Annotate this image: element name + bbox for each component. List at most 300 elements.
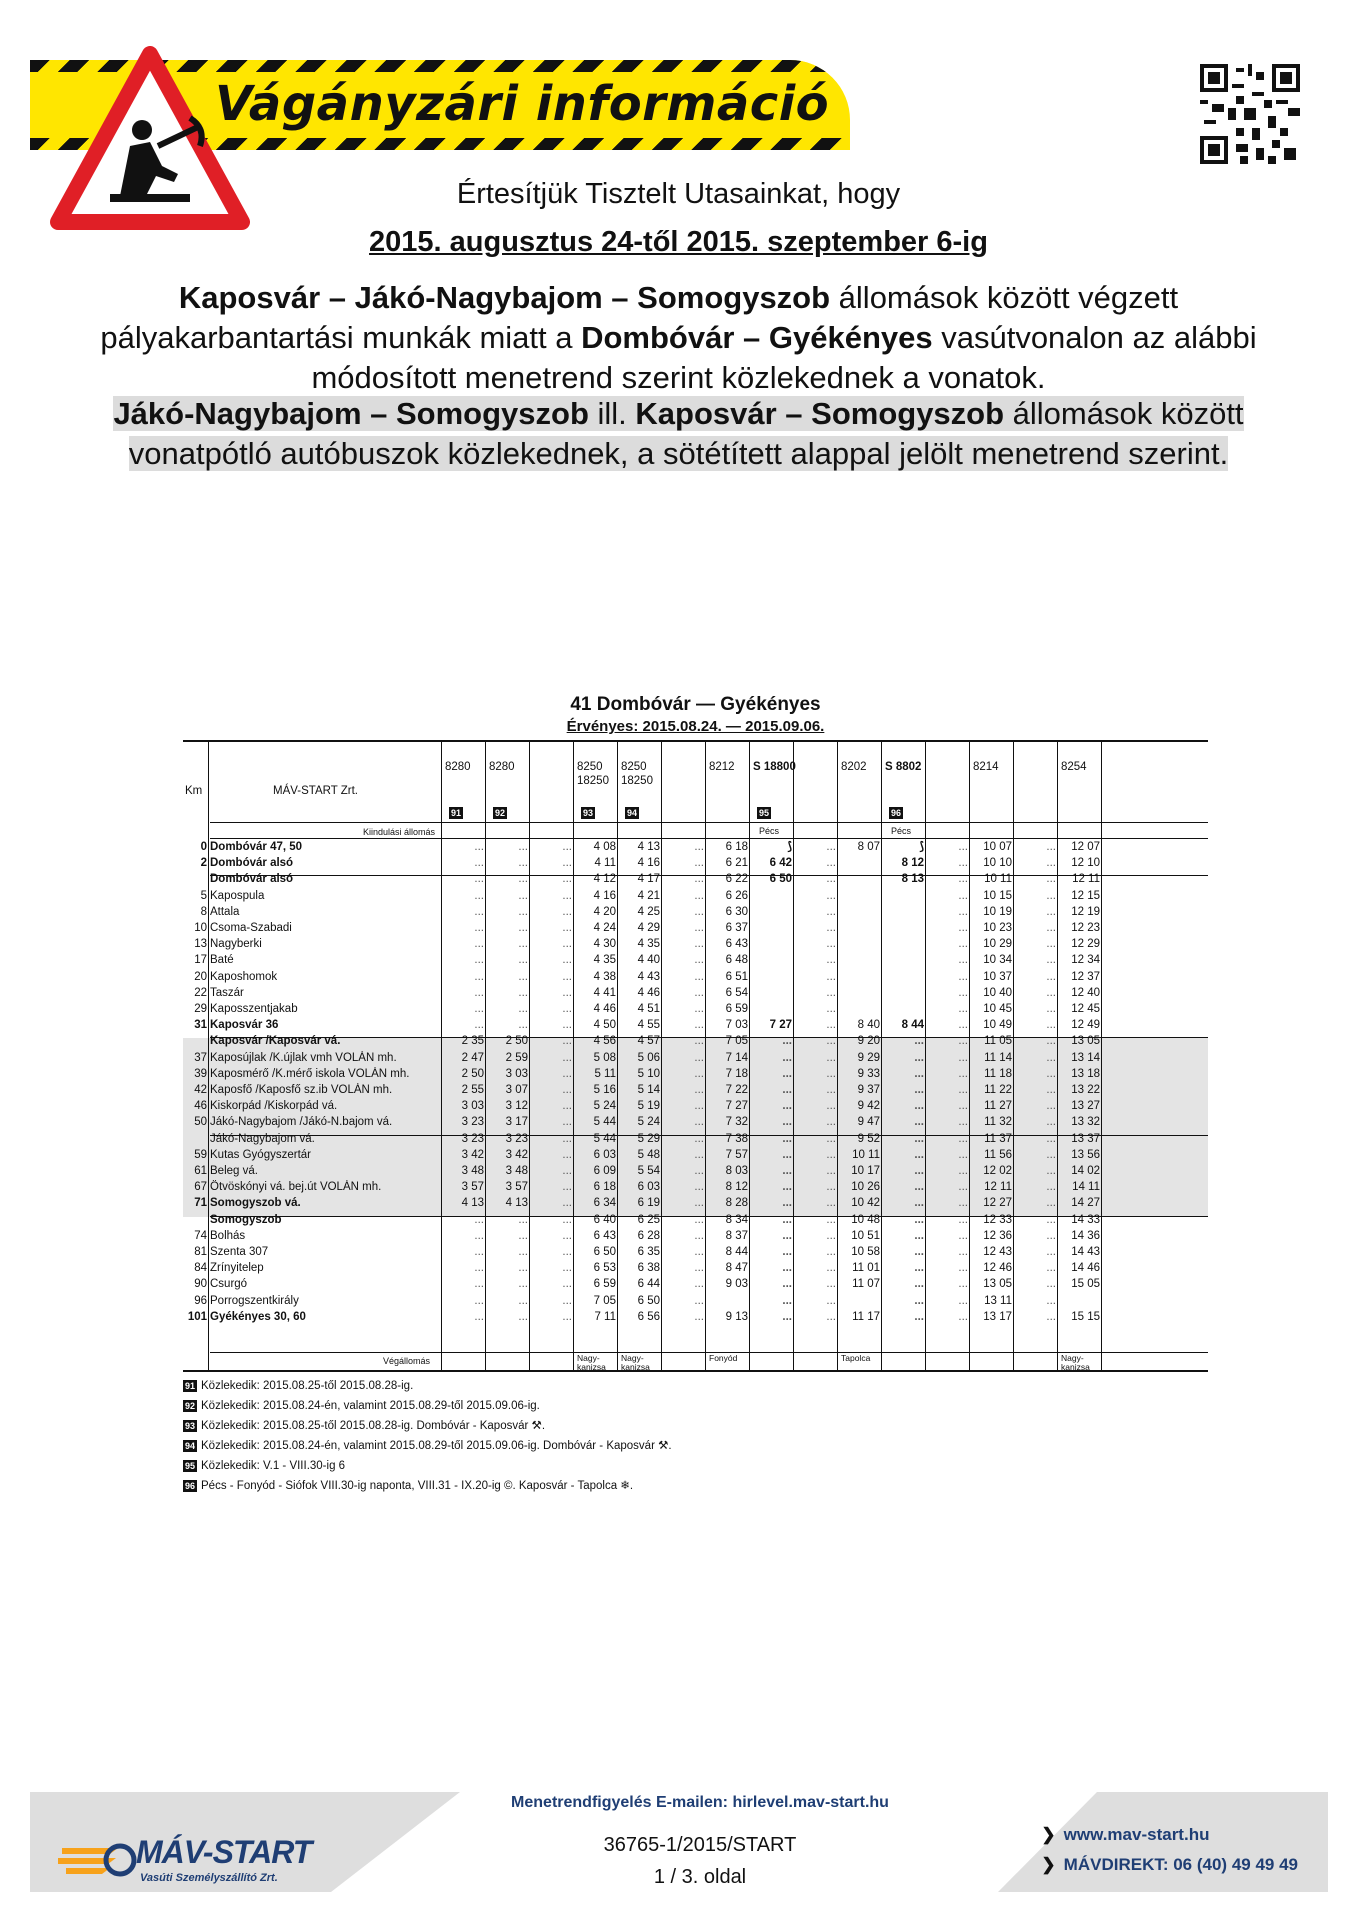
departure-time: ... [562, 970, 572, 983]
station-km: 20 [194, 970, 207, 983]
departure-time: ... [474, 1003, 484, 1015]
departure-time: ... [826, 1067, 836, 1080]
departure-time: 4 25 [637, 905, 660, 918]
departure-time: ... [1046, 922, 1056, 934]
departure-time: 10 26 [851, 1181, 880, 1194]
departure-time: ... [826, 1051, 836, 1064]
departure-time: 4 30 [593, 938, 616, 951]
departure-time: 4 13 [461, 1197, 484, 1210]
departure-time: ... [958, 1084, 968, 1096]
station-name: Nagyberki [210, 938, 262, 951]
departure-time: ... [562, 922, 572, 934]
departure-time: ... [826, 970, 836, 983]
origin-station: Pécs [759, 826, 780, 836]
col-divider [208, 740, 209, 1370]
departure-time: ... [914, 1278, 924, 1291]
departure-time: ... [518, 1262, 528, 1275]
departure-time: 7 05 [725, 1035, 748, 1048]
departure-time: ... [914, 1197, 924, 1210]
departure-time: 4 29 [637, 922, 660, 934]
departure-time: ... [694, 1310, 704, 1323]
departure-time: ... [1046, 1262, 1056, 1275]
departure-time: 2 50 [505, 1035, 528, 1048]
departure-time: ... [474, 1229, 484, 1242]
departure-time: ... [826, 857, 836, 870]
departure-time: 14 46 [1071, 1262, 1100, 1275]
departure-time: ... [826, 1019, 836, 1032]
departure-time: ... [914, 1229, 924, 1242]
departure-time: ... [826, 1278, 836, 1291]
station-name: Gyékényes 30, 60 [210, 1310, 306, 1323]
departure-time: ⟆ [787, 841, 792, 853]
departure-time: ... [826, 1116, 836, 1129]
departure-time: ... [782, 1229, 792, 1242]
departure-time: ... [826, 922, 836, 934]
departure-time: ... [958, 1148, 968, 1161]
departure-time: ... [826, 1310, 836, 1323]
station-name: Bolhás [210, 1229, 246, 1242]
departure-time: ... [562, 857, 572, 870]
departure-time: ... [694, 1100, 704, 1113]
departure-time: ... [562, 841, 572, 853]
destination-station: Nagy-kanizsa [577, 1353, 606, 1372]
departure-time: ... [562, 1132, 572, 1145]
departure-time: ... [958, 1181, 968, 1194]
departure-time: 10 40 [983, 986, 1012, 999]
departure-time: ... [1046, 1181, 1056, 1194]
station-km: 31 [194, 1019, 207, 1032]
departure-time: 12 40 [1071, 986, 1100, 999]
departure-time: 7 11 [594, 1310, 616, 1323]
note-item [183, 1416, 672, 1436]
departure-time: ... [782, 1213, 792, 1226]
station-name: Attala [210, 905, 240, 918]
departure-time: ... [562, 1278, 572, 1291]
departure-time: 5 06 [637, 1051, 660, 1064]
departure-time: ... [694, 1229, 704, 1242]
departure-time: ... [562, 1100, 572, 1113]
departure-time: ... [826, 841, 836, 853]
departure-time: 6 35 [637, 1246, 660, 1258]
departure-time: ... [474, 986, 484, 999]
departure-time: 6 59 [725, 1003, 748, 1015]
departure-time: 12 11 [984, 1181, 1012, 1194]
departure-time: 6 59 [593, 1278, 616, 1291]
departure-time: ... [958, 1116, 968, 1129]
train-subnumber: 18250 [621, 775, 653, 787]
departure-time: 4 35 [637, 938, 660, 951]
departure-time: 14 02 [1071, 1165, 1100, 1177]
departure-time: ... [694, 1003, 704, 1015]
departure-time: ... [694, 857, 704, 870]
timetable-notes [183, 1376, 672, 1496]
departure-time: ... [518, 1019, 528, 1032]
departure-time: ... [826, 1294, 836, 1307]
departure-time: ... [474, 938, 484, 951]
departure-time: ... [958, 1197, 968, 1210]
departure-time: 12 45 [1071, 1003, 1100, 1015]
departure-time: ... [562, 1229, 572, 1242]
departure-time: ... [562, 873, 572, 886]
departure-time: ... [826, 1181, 836, 1194]
departure-time: 8 03 [725, 1165, 748, 1177]
departure-time: ... [1046, 1278, 1056, 1291]
departure-time: 15 05 [1071, 1278, 1100, 1291]
departure-time: ... [826, 1100, 836, 1113]
departure-time: 10 29 [983, 938, 1012, 951]
departure-time: ... [1046, 986, 1056, 999]
departure-time: ... [562, 1165, 572, 1177]
departure-time: ... [782, 1035, 792, 1048]
departure-time: 12 11 [1072, 873, 1100, 886]
departure-time: ... [958, 1229, 968, 1242]
departure-time: ... [958, 1051, 968, 1064]
departure-time: 8 28 [725, 1197, 748, 1210]
departure-time: ... [694, 1067, 704, 1080]
departure-time: 5 24 [593, 1100, 616, 1113]
departure-time: 13 32 [1071, 1116, 1100, 1129]
note-text: Közlekedik: 2015.08.25-től 2015.08.28-ig. [201, 1380, 414, 1392]
departure-time: 11 01 [852, 1262, 880, 1275]
departure-time: ... [562, 1003, 572, 1015]
departure-time: ... [562, 1019, 572, 1032]
km-label: Km [185, 785, 203, 797]
departure-time: ... [518, 954, 528, 967]
departure-time: 3 42 [505, 1148, 528, 1161]
departure-time: 7 03 [725, 1019, 748, 1032]
departure-time: ... [782, 1132, 792, 1145]
departure-time: 7 18 [725, 1067, 748, 1080]
departure-time: 15 15 [1071, 1310, 1100, 1323]
departure-time: ... [826, 905, 836, 918]
station-name: Dombóvár alsó [210, 857, 294, 870]
departure-time: 4 20 [593, 905, 616, 918]
departure-time: ... [474, 970, 484, 983]
departure-time: ... [1046, 1132, 1056, 1145]
departure-time: ... [694, 970, 704, 983]
departure-time: 4 55 [637, 1019, 660, 1032]
departure-time: 6 28 [637, 1229, 660, 1242]
departure-time: ... [694, 1278, 704, 1291]
departure-time: ... [782, 1051, 792, 1064]
departure-time: 6 44 [637, 1278, 660, 1291]
station-name: Kaposmérő /K.mérő iskola VOLÁN mh. [210, 1067, 410, 1080]
departure-time: ... [1046, 954, 1056, 967]
departure-time: 9 13 [725, 1310, 748, 1323]
departure-time: ... [518, 922, 528, 934]
departure-time: ... [518, 905, 528, 918]
train-number: 8250 [621, 761, 647, 773]
departure-time: 5 44 [593, 1132, 616, 1145]
note-badge: 95 [759, 808, 770, 818]
departure-time: 6 03 [637, 1181, 660, 1194]
departure-time: ... [694, 954, 704, 967]
departure-time: 10 10 [983, 857, 1012, 870]
departure-time: 4 57 [637, 1035, 660, 1048]
departure-time: 10 07 [983, 841, 1012, 853]
train-number: 8212 [709, 761, 735, 773]
station-km: 8 [200, 905, 207, 918]
departure-time: ... [694, 938, 704, 951]
note-item [183, 1456, 672, 1476]
departure-time: ... [914, 1213, 924, 1226]
departure-time: 12 36 [983, 1229, 1012, 1242]
departure-time: ... [1046, 1100, 1056, 1113]
departure-time: ... [826, 1165, 836, 1177]
departure-time: ... [914, 1035, 924, 1048]
note-item [183, 1396, 672, 1416]
departure-time: 9 47 [857, 1116, 880, 1129]
departure-time: ... [1046, 1148, 1056, 1161]
departure-time: 7 27 [769, 1019, 792, 1032]
operator-label: MÁV-START Zrt. [273, 785, 358, 797]
departure-time: 5 48 [637, 1148, 660, 1161]
departure-time: 5 54 [637, 1165, 660, 1177]
departure-time: ... [518, 1310, 528, 1323]
departure-time: ... [1046, 873, 1056, 886]
departure-time: 7 27 [725, 1100, 748, 1113]
departure-time: ... [958, 954, 968, 967]
departure-time: ... [958, 986, 968, 999]
departure-time: ... [958, 1278, 968, 1291]
departure-time: 9 37 [857, 1084, 880, 1096]
departure-time: ... [826, 954, 836, 967]
departure-time: ... [694, 873, 704, 886]
departure-time: 3 57 [461, 1181, 484, 1194]
date-range: 2015. augusztus 24-től 2015. szeptember 6-ig [369, 226, 988, 258]
station-km: 71 [194, 1197, 207, 1210]
departure-time: 4 38 [593, 970, 616, 983]
departure-time: 6 40 [593, 1213, 616, 1226]
departure-time: 9 20 [857, 1035, 880, 1048]
departure-time: ... [518, 938, 528, 951]
departure-time: ... [562, 1181, 572, 1194]
departure-time: 10 37 [983, 970, 1012, 983]
departure-time: ... [562, 905, 572, 918]
departure-time: 3 03 [505, 1067, 528, 1080]
departure-time: 10 23 [983, 922, 1012, 934]
departure-time: ... [782, 1181, 792, 1194]
departure-time: 5 14 [637, 1084, 660, 1096]
station-km: 50 [194, 1116, 207, 1129]
arrow-right-icon: ❯ [1041, 1855, 1056, 1874]
departure-time: 12 46 [983, 1262, 1012, 1275]
departure-time: 3 12 [505, 1100, 528, 1113]
departure-time: 6 43 [593, 1229, 616, 1242]
departure-time: 7 14 [725, 1051, 748, 1064]
departure-time: 8 34 [725, 1213, 748, 1226]
station-name: Kaposújlak /K.újlak vmh VOLÁN mh. [210, 1051, 397, 1064]
departure-time: ... [826, 1035, 836, 1048]
departure-time: ... [914, 1132, 924, 1145]
departure-time: 14 43 [1071, 1246, 1100, 1258]
departure-time: ... [914, 1310, 924, 1323]
departure-time: 11 14 [984, 1051, 1012, 1064]
phone-number: MÁVDIREKT: 06 (40) 49 49 49 [1063, 1855, 1298, 1874]
departure-time: ... [562, 1262, 572, 1275]
timetable-title: 41 Dombóvár — Gyékényes [570, 694, 821, 715]
station-name: Somogyszob vá. [210, 1197, 301, 1210]
departure-time: 4 12 [593, 873, 616, 886]
timetable [183, 740, 1208, 1372]
departure-time: ... [1046, 1116, 1056, 1129]
departure-time: 12 19 [1071, 905, 1100, 918]
departure-time: ... [914, 1051, 924, 1064]
departure-time: ... [518, 1213, 528, 1226]
departure-time: 10 15 [983, 889, 1012, 902]
station-km: 96 [194, 1294, 207, 1307]
note-badge: 92 [495, 808, 506, 818]
departure-time: 3 23 [461, 1116, 484, 1129]
station-km: 84 [194, 1262, 207, 1275]
departure-time: 11 22 [984, 1084, 1012, 1096]
departure-time: ... [474, 1278, 484, 1291]
mav-start-logo [58, 1830, 318, 1890]
departure-time: 4 17 [637, 873, 660, 886]
departure-time: 10 11 [852, 1148, 880, 1161]
departure-time: ... [562, 954, 572, 967]
departure-time: ... [826, 938, 836, 951]
station-km: 0 [200, 841, 207, 853]
departure-time: 10 19 [983, 905, 1012, 918]
departure-time: ... [694, 1262, 704, 1275]
departure-time: 11 05 [984, 1035, 1012, 1048]
note-number: 93 [185, 1421, 196, 1431]
departure-time: ... [1046, 1019, 1056, 1032]
departure-time: ... [1046, 970, 1056, 983]
departure-time: 11 17 [852, 1310, 880, 1323]
departure-time: ... [694, 1197, 704, 1210]
station-name: Somogyszob [210, 1213, 282, 1226]
departure-time: ... [958, 922, 968, 934]
departure-time: 10 34 [983, 954, 1012, 967]
departure-time: 10 49 [983, 1019, 1012, 1032]
departure-time: ... [1046, 1165, 1056, 1177]
note-number: 96 [185, 1481, 196, 1491]
departure-time: ... [826, 889, 836, 902]
station-km: 29 [194, 1003, 207, 1015]
departure-time: 12 27 [983, 1197, 1012, 1210]
departure-time: 13 22 [1071, 1084, 1100, 1096]
departure-time: 14 36 [1071, 1229, 1100, 1242]
departure-time: ... [782, 1067, 792, 1080]
departure-time: ... [1046, 889, 1056, 902]
departure-time: ... [474, 873, 484, 886]
note-text: Közlekedik: V.1 - VIII.30-ig 6 [201, 1460, 346, 1472]
station-km: 5 [200, 889, 207, 902]
departure-time: 6 22 [725, 873, 748, 886]
departure-time: ... [914, 1148, 924, 1161]
departure-time: 6 25 [637, 1213, 660, 1226]
note-text: Közlekedik: 2015.08.25-től 2015.08.28-ig. Dombóvár - Kaposvár ⚒. [201, 1420, 546, 1432]
station-km: 90 [194, 1278, 207, 1291]
email-notice[interactable]: Menetrendfigyelés E-mailen: hirlevel.mav-start.hu [511, 1794, 889, 1811]
departure-time: 6 18 [725, 841, 748, 853]
departure-time: ... [782, 1278, 792, 1291]
departure-time: ... [782, 1100, 792, 1113]
destination-station: Nagy-kanizsa [1061, 1353, 1090, 1372]
station-name: Dombóvár alsó [210, 873, 294, 886]
departure-time: 3 03 [461, 1100, 484, 1113]
departure-time: ... [782, 1246, 792, 1258]
departure-time: ... [826, 1229, 836, 1242]
station-name: Csoma-Szabadi [210, 922, 292, 934]
departure-time: ... [914, 1246, 924, 1258]
departure-time: 2 47 [461, 1051, 484, 1064]
station-km: 81 [194, 1246, 207, 1258]
intro-paragraph-1: Kaposvár – Jákó-Nagybajom – Somogyszob állomások között végzett pályakarbantartási munkák miatt a Dombóvár – Gyékényes vasútvonalon az alábbi módosított menetrend szerint közlekednek a vonatok. [100, 280, 1257, 395]
departure-time: 3 57 [505, 1181, 528, 1194]
departure-time: 14 27 [1071, 1197, 1100, 1210]
station-name: Kapospula [210, 889, 265, 902]
departure-time: ... [518, 1229, 528, 1242]
station-name: Csurgó [210, 1278, 248, 1291]
departure-time: 8 13 [901, 873, 924, 886]
note-number: 92 [185, 1401, 196, 1411]
departure-time: ... [518, 857, 528, 870]
departure-time: ... [518, 1246, 528, 1258]
departure-time: ... [694, 1084, 704, 1096]
departure-time: 6 26 [725, 889, 748, 902]
departure-time: ... [562, 1084, 572, 1096]
station-km: 59 [194, 1148, 207, 1161]
departure-time: ... [782, 1084, 792, 1096]
departure-time: 8 07 [857, 841, 880, 853]
departure-time: 4 24 [593, 922, 616, 934]
station-km: 42 [194, 1084, 207, 1096]
departure-time: 9 33 [857, 1067, 880, 1080]
departure-time: ... [562, 1294, 572, 1307]
station-name: Kaposszentjakab [210, 1003, 298, 1015]
departure-time: ... [562, 1310, 572, 1323]
end-station-label: Végállomás [383, 1356, 431, 1366]
departure-time: 6 03 [593, 1148, 616, 1161]
departure-time: ... [1046, 1197, 1056, 1210]
departure-time: ... [958, 1246, 968, 1258]
departure-time: ... [1046, 1067, 1056, 1080]
departure-time: ... [958, 970, 968, 983]
departure-time: 4 16 [593, 889, 616, 902]
station-name: Baté [210, 954, 234, 967]
departure-time: ... [1046, 1003, 1056, 1015]
departure-time: ... [958, 1294, 968, 1307]
departure-time: 11 18 [984, 1067, 1012, 1080]
departure-time: 2 59 [505, 1051, 528, 1064]
departure-time: ... [782, 1148, 792, 1161]
origin-station: Pécs [891, 826, 912, 836]
departure-time: ... [562, 1035, 572, 1048]
departure-time: ... [958, 1310, 968, 1323]
website-link[interactable]: www.mav-start.hu [1063, 1825, 1210, 1844]
departure-time: 3 17 [505, 1116, 528, 1129]
departure-time: ... [474, 922, 484, 934]
departure-time: ... [958, 938, 968, 951]
departure-time: ... [958, 889, 968, 902]
departure-time: 12 49 [1071, 1019, 1100, 1032]
departure-time: 13 37 [1071, 1132, 1100, 1145]
departure-time: 4 35 [593, 954, 616, 967]
departure-time: ... [1046, 1035, 1056, 1048]
departure-time: ... [826, 1148, 836, 1161]
departure-time: 12 07 [1071, 841, 1100, 853]
departure-time: ... [826, 1262, 836, 1275]
departure-time: ... [562, 1116, 572, 1129]
qr-code-icon [1200, 64, 1300, 164]
departure-time: ... [826, 1003, 836, 1015]
banner-title: Vágányzári információ [215, 76, 830, 132]
departure-time: 10 51 [851, 1229, 880, 1242]
table-bottom-rule [183, 1370, 1208, 1372]
